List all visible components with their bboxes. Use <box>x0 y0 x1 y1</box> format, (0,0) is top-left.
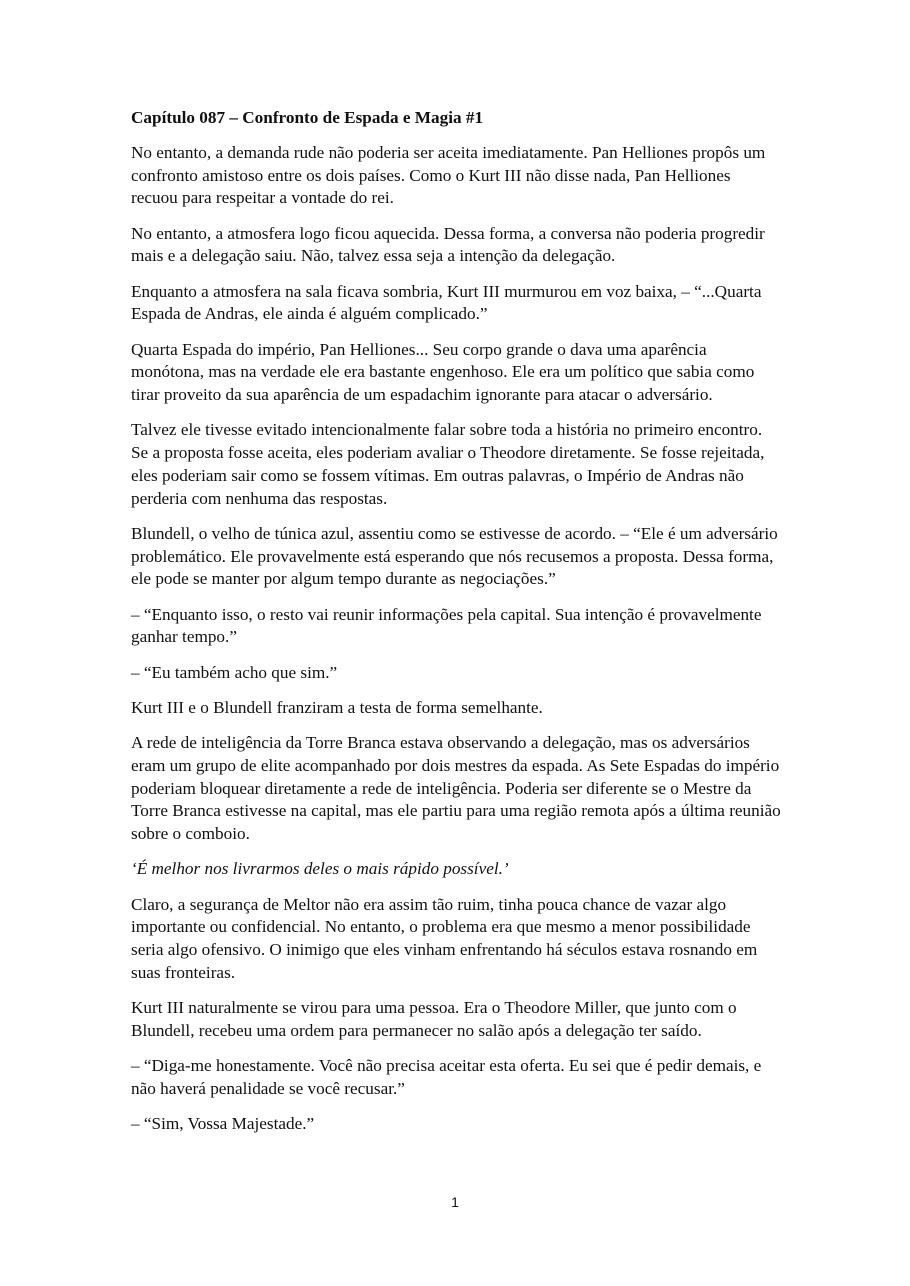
paragraph: – “Eu também acho que sim.” <box>131 662 338 682</box>
paragraph: – “Diga-me honestamente. Você não precisa aceitar esta oferta. Eu sei que é pedir demais, e não haverá penalidade se você recusar.” <box>131 1055 762 1098</box>
paragraph: Kurt III e o Blundell franziram a testa de forma semelhante. <box>131 697 543 717</box>
paragraph: – “Enquanto isso, o resto vai reunir informações pela capital. Sua intenção é provavelmente ganhar tempo.” <box>131 604 762 647</box>
chapter-title: Capítulo 087 – Confronto de Espada e Magia #1 <box>131 108 484 127</box>
page-number: 1 <box>451 1194 459 1210</box>
paragraph: Claro, a segurança de Meltor não era assim tão ruim, tinha pouca chance de vazar algo importante ou confidencial. No entanto, o problema era que mesmo a menor possibilidade seria algo ofensivo. O inimigo que eles vinham enfrentando há séculos estava rosnando em suas fronteiras. <box>131 894 758 982</box>
paragraph: No entanto, a demanda rude não poderia ser aceita imediatamente. Pan Helliones propôs um confronto amistoso entre os dois países. Como o Kurt III não disse nada, Pan Helliones recuou para respeitar a vontade do rei. <box>131 143 766 208</box>
paragraph: Enquanto a atmosfera na sala ficava sombria, Kurt III murmurou em voz baixa, – “...Quarta Espada de Andras, ele ainda é alguém complicado.” <box>131 281 762 324</box>
paragraph: No entanto, a atmosfera logo ficou aquecida. Dessa forma, a conversa não poderia progredir mais e a delegação saiu. Não, talvez essa seja a intenção da delegação. <box>131 223 765 266</box>
paragraph-list <box>131 142 781 1136</box>
paragraph: ‘É melhor nos livrarmos deles o mais rápido possível.’ <box>131 859 509 879</box>
paragraph: Talvez ele tivesse evitado intencionalmente falar sobre toda a história no primeiro encontro. Se a proposta fosse aceita, eles poderiam avaliar o Theodore diretamente. Se fosse rejeitada, eles poderiam sair como se fossem vítimas. Em outras palavras, o Império de Andras não perderia com nenhuma das respostas. <box>131 420 765 508</box>
paragraph: Blundell, o velho de túnica azul, assentiu como se estivesse de acordo. – “Ele é um adversário problemático. Ele provavelmente está esperando que nós recusemos a proposta. Dessa forma, ele pode se manter por algum tempo durante as negociações.” <box>131 523 778 589</box>
paragraph: A rede de inteligência da Torre Branca estava observando a delegação, mas os adversários eram um grupo de elite acompanhado por dois mestres da espada. As Sete Espadas do império poderiam bloquear diretamente a rede de inteligência. Poderia ser diferente se o Mestre da Torre Branca estivesse na capital, mas ele partiu para uma região remota após a última reunião sobre o comboio. <box>131 733 781 843</box>
paragraph: – “Sim, Vossa Majestade.” <box>131 1113 315 1133</box>
paragraph: Quarta Espada do império, Pan Helliones... Seu corpo grande o dava uma aparência monótona, mas na verdade ele era bastante engenhoso. Ele era um político que sabia como tirar proveito da sua aparência de um espadachim ignorante para atacar o adversário. <box>131 339 755 405</box>
page-content <box>131 106 781 1148</box>
paragraph: Kurt III naturalmente se virou para uma pessoa. Era o Theodore Miller, que junto com o Blundell, recebeu uma ordem para permanecer no salão após a delegação ter saído. <box>131 997 737 1040</box>
